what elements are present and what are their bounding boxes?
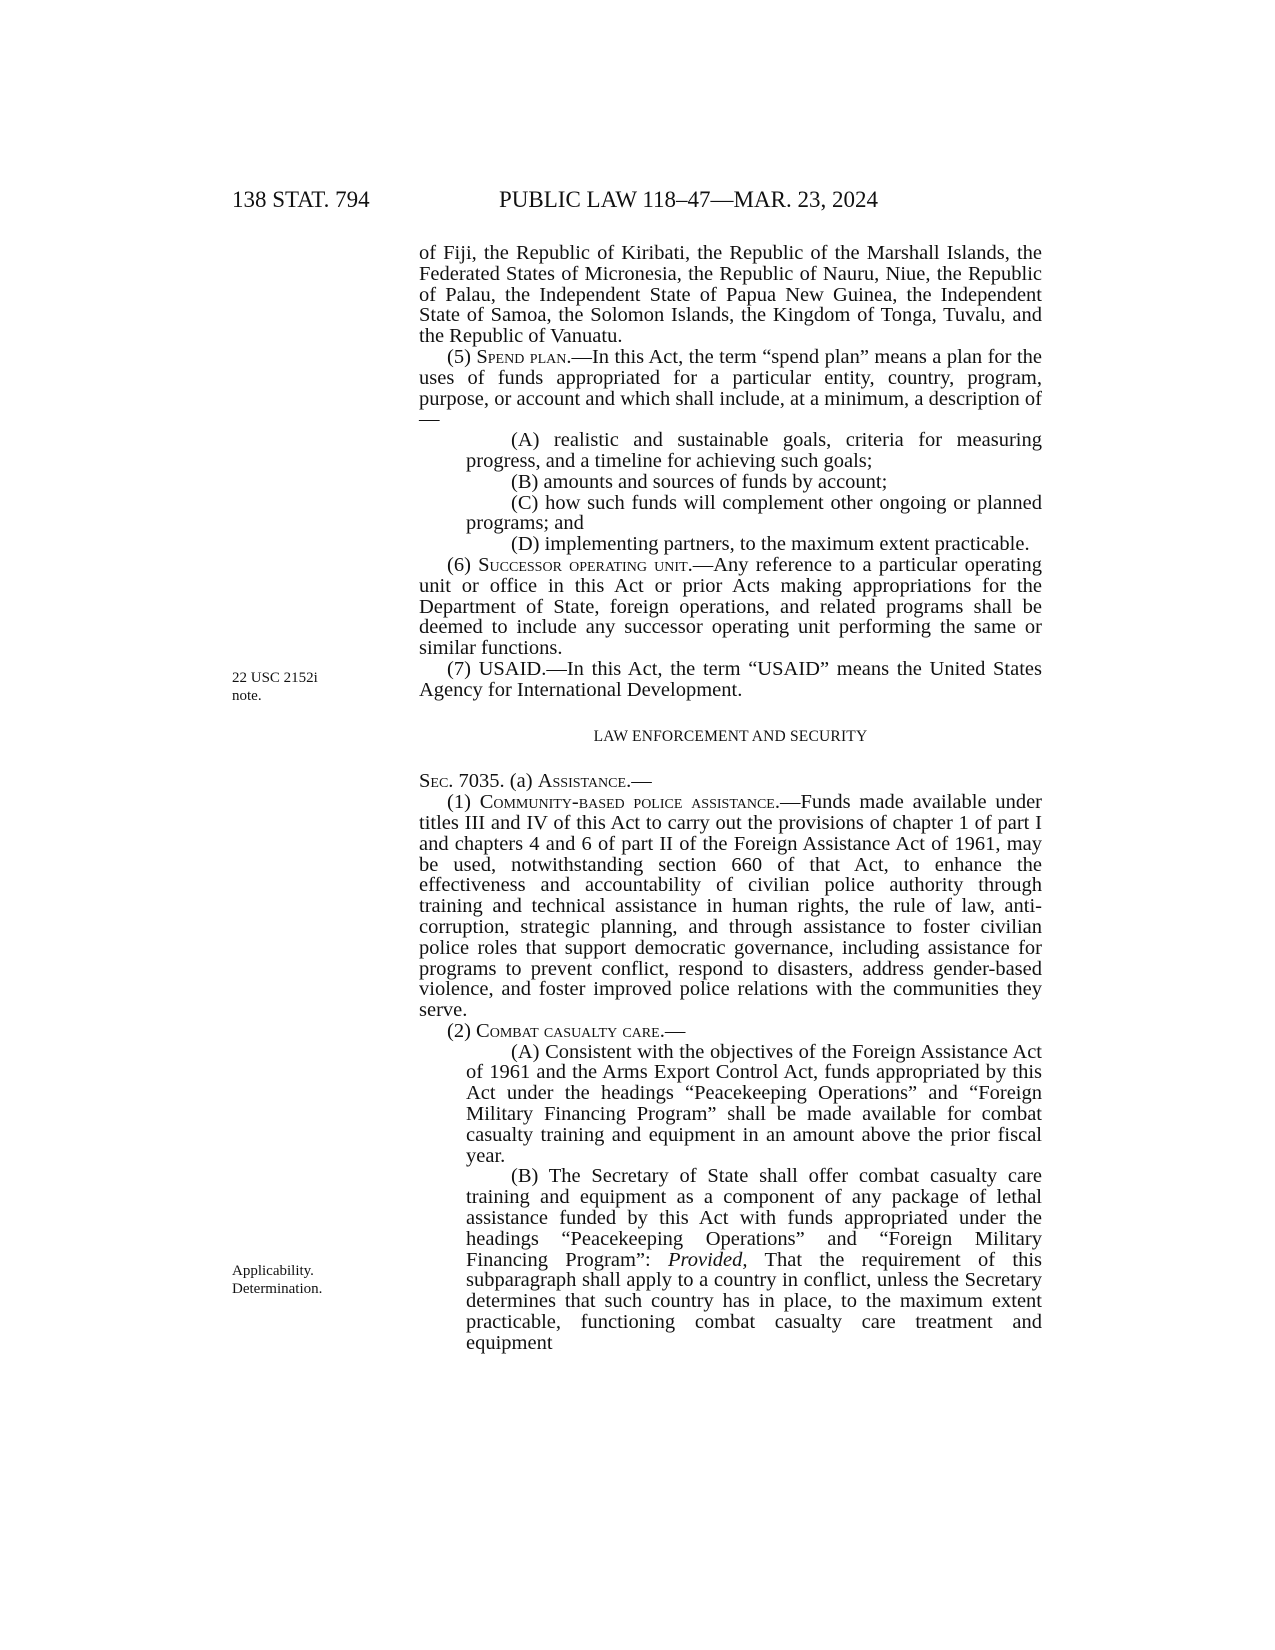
subparagraph-d: (D) implementing partners, to the maximum extent practicable.	[511, 533, 1030, 556]
paragraph-spend-plan	[419, 347, 1042, 430]
paragraph-successor-unit	[419, 555, 1042, 659]
page-number: 138 STAT. 794	[232, 187, 370, 212]
margin-note-line: Applicability.	[232, 1263, 314, 1279]
term-heading: Assistance	[537, 770, 627, 793]
margin-note-line: 22 USC 2152i	[232, 670, 318, 686]
text: . 7035. (a)	[448, 770, 538, 793]
text: .—Any reference to a particular operating unit or office in this Act or prior Acts making appropriations for the Department of State, foreign operations, and related programs shall be deemed to include any successor operating unit performing the same or similar functions.	[419, 553, 1042, 660]
body-text	[419, 243, 1042, 1354]
section-7035-heading	[419, 771, 1042, 792]
margin-note-applicability	[232, 1262, 322, 1298]
term-heading: Community-based police assistance	[479, 791, 775, 814]
text: (B) The Secretary of State shall offer combat casualty care training and equipment as a component of any package of lethal assistance funded by this Act with funds appropriated under the headings “Peacekeeping Operations” and “Foreign Military Financing Program”:	[466, 1165, 1042, 1271]
sec-label: Sec	[419, 770, 449, 793]
text: That the requirement of this subparagraph shall apply to a country in conflict, unless the Secretary determines that such country has in place, to the maximum extent practicable, functioning combat casualty care treatment and equipment	[466, 1248, 1042, 1354]
term-heading: Spend plan	[476, 345, 567, 368]
subparagraph-c: (C) how such funds will complement other ongoing or planned programs; and	[466, 491, 1042, 535]
provided-italic: Provided,	[668, 1248, 748, 1271]
text: .—	[626, 770, 652, 793]
subparagraph-2a: (A) Consistent with the objectives of the Foreign Assistance Act of 1961 and the Arms Export Control Act, funds appropriated by this Act under the headings “Peacekeeping Operations” and “Foreign Military Financing Program” shall be made available for combat casualty training and equipment in an amount above the prior fiscal year.	[466, 1040, 1042, 1167]
num: (5)	[447, 345, 477, 368]
subparagraph-2b	[419, 1166, 1042, 1353]
term-heading: Combat casualty care	[476, 1019, 660, 1042]
text: .—	[659, 1019, 686, 1042]
subparagraph-a: (A) realistic and sustainable goals, criteria for measuring progress, and a timeline for achieving such goals;	[466, 429, 1042, 472]
running-header: PUBLIC LAW 118–47—MAR. 23, 2024	[499, 187, 878, 212]
term-heading: Successor operating unit	[478, 553, 688, 576]
margin-note-line: note.	[232, 688, 262, 704]
paragraph-community-police	[419, 792, 1042, 1021]
margin-note-usc	[232, 669, 318, 705]
section-heading: LAW ENFORCEMENT AND SECURITY	[593, 727, 868, 745]
paragraph-pacific-states: of Fiji, the Republic of Kiribati, the Republic of the Marshall Islands, the Federated States of Micronesia, the Republic of Nauru, Niue, the Republic of Palau, the Independent State of Papua New Guinea, the Independent State of Samoa, the Solomon Islands, the Kingdom of Tonga, Tuvalu, and the Republic of Vanuatu.	[419, 242, 1042, 348]
text: .—Funds made available under titles III and IV of this Act to carry out the provisions of chapter 1 of part I and chapters 4 and 6 of part II of the Foreign Assistance Act of 1961, may be used, notwithstanding section 660 of that Act, to enhance the effectiveness and accountability of civilian police authority through training and technical assistance in human rights, the rule of law, anti-corruption, strategic planning, and through assistance to foster civilian police roles that support democratic governance, including assistance for programs to prevent conflict, respond to disasters, address gender-based violence, and foster improved police relations with the communities they serve.	[419, 791, 1043, 1022]
margin-note-line: Determination.	[232, 1281, 323, 1297]
paragraph-usaid: (7) USAID.—In this Act, the term “USAID” means the United States Agency for International Development.	[419, 657, 1042, 701]
text: .—In this Act, the term “spend plan” means a plan for the uses of funds appropriated for a particular entity, country, program, purpose, or account and which shall include, at a minimum, a description of—	[419, 345, 1042, 431]
num: (6)	[447, 553, 479, 576]
num: (2)	[447, 1019, 477, 1042]
subparagraph-b: (B) amounts and sources of funds by account;	[511, 470, 888, 493]
paragraph-combat-casualty	[419, 1021, 1042, 1042]
num: (1)	[447, 791, 480, 814]
